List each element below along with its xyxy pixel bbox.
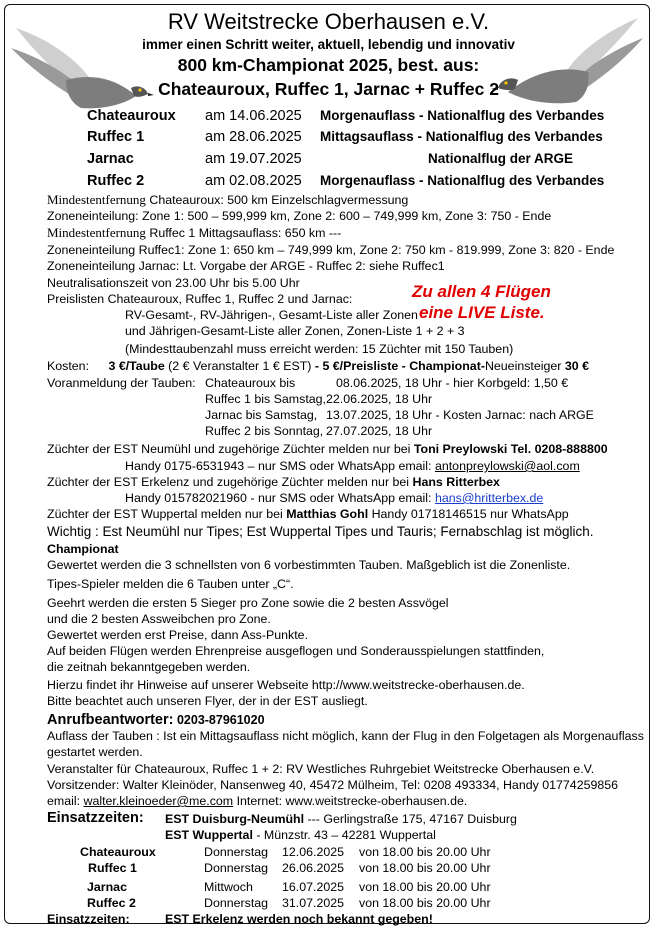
- einsatz-label: Einsatzzeiten:: [47, 810, 144, 826]
- costs-line: [47, 359, 589, 374]
- championat-heading: Championat: [47, 542, 119, 556]
- live-list-note: Zu allen 4 Flügen: [412, 282, 551, 301]
- costs-pricelist: - 5 €/Preisliste - Championat-: [314, 359, 485, 373]
- organizer-line: Veranstalter für Chateauroux, Ruffec 1 + 2: RV Westliches Ruhrgebiet Weitstrecke Oberhausen e.V.: [47, 762, 595, 776]
- registration-flight: Ruffec 1 bis Samstag,: [205, 392, 326, 406]
- schedule-date: 31.07.2025: [282, 896, 345, 910]
- flight-name: Ruffec 2: [87, 173, 145, 189]
- contact-text: Handy 0175-6531943 – nur SMS oder WhatsApp email:: [125, 459, 435, 473]
- min-distance-line: [47, 225, 341, 241]
- zone-line: Zoneneinteilung Jarnac: Lt. Vorgabe der ARGE - Ruffec 2: siehe Ruffec1: [47, 259, 445, 273]
- release-note: gestartet werden.: [47, 745, 143, 759]
- location-address: - Münzstr. 43 – 42281 Wuppertal: [252, 828, 436, 842]
- location-line: [165, 812, 517, 827]
- schedule-time: von 18.00 bis 20.00 Uhr: [359, 880, 491, 894]
- schedule-day: Donnerstag: [204, 896, 269, 910]
- championat-text: Geehrt werden die ersten 5 Sieger pro Zone sowie die 2 besten Assvögel: [47, 596, 449, 610]
- registration-label: Voranmeldung der Tauben:: [47, 376, 196, 390]
- live-list-note: eine LIVE Liste.: [419, 303, 545, 322]
- answering-label: Anrufbeantworter:: [47, 712, 174, 728]
- schedule-date: 26.06.2025: [282, 861, 345, 875]
- location-name: EST Wuppertal: [165, 828, 253, 842]
- championat-text: und die 2 besten Assweibchen pro Zone.: [47, 612, 271, 626]
- answering-number: 0203-87961020: [173, 713, 265, 727]
- contact-person: Hans Ritterbex: [412, 475, 500, 489]
- answering-machine: [47, 711, 265, 729]
- championship-title: 800 km-Championat 2025, best. aus:: [177, 55, 480, 75]
- flight-date: am 19.07.2025: [205, 151, 302, 167]
- costs-newcomer-price: 30 €: [564, 359, 589, 373]
- costs-label: Kosten:: [47, 359, 90, 373]
- page-title: RV Weitstrecke Oberhausen e.V.: [167, 9, 490, 34]
- flight-date: am 02.08.2025: [205, 173, 302, 189]
- einsatz-label: Einsatzzeiten:: [47, 912, 130, 926]
- email-link[interactable]: hans@hritterbex.de: [434, 491, 544, 505]
- contact-line: [125, 491, 543, 506]
- min-count-line: (Mindesttaubenzahl muss erreicht werden: 15 Züchter mit 150 Tauben): [125, 342, 514, 356]
- registration-deadline: 13.07.2025, 18 Uhr - Kosten Jarnac: nach ARGE: [326, 408, 594, 422]
- championat-text: Gewertet werden erst Preise, dann Ass-Punkte.: [47, 628, 309, 642]
- schedule-time: von 18.00 bis 20.00 Uhr: [359, 845, 491, 859]
- price-list-line: und Jährigen-Gesamt-Liste aller Zonen, Zonen-Liste 1 + 2 + 3: [125, 324, 465, 338]
- flight-note: Nationalflug der ARGE: [428, 151, 574, 166]
- important-note: Wichtig : Est Neumühl nur Tipes; Est Wuppertal Tipes und Tauris; Fernabschlag ist möglich.: [47, 524, 594, 539]
- flight-name: Ruffec 1: [87, 129, 145, 145]
- price-list-line: RV-Gesamt-, RV-Jährigen-, Gesamt-Liste aller Zonen: [125, 308, 418, 322]
- costs-split: (2 € Veranstalter 1 € EST): [164, 359, 315, 373]
- registration-flight: Ruffec 2 bis Sonntag,: [205, 424, 324, 438]
- contact-text: Züchter der EST Erkelenz und zugehörige Züchter melden nur bei: [47, 475, 413, 489]
- flight-name: Chateauroux: [87, 108, 176, 124]
- website-note: Hierzu findet ihr Hinweise auf unserer Webseite http://www.weitstrecke-oberhausen.de.: [47, 678, 525, 692]
- registration-flight: Chateauroux bis: [205, 376, 296, 390]
- contact-line: [47, 442, 608, 457]
- contact-line: [47, 475, 500, 490]
- registration-deadline: 08.06.2025, 18 Uhr - hier Korbgeld: 1,50 €: [336, 376, 569, 390]
- min-distance-text: Chateauroux: 500 km Einzelschlagvermessung: [145, 193, 409, 207]
- email-line: [47, 794, 467, 809]
- schedule-date: 12.06.2025: [282, 845, 345, 859]
- neutralization-line: Neutralisationszeit von 23.00 Uhr bis 5.00 Uhr: [47, 276, 300, 290]
- location-address: --- Gerlingstraße 175, 47167 Duisburg: [304, 812, 517, 826]
- zone-line: Zoneneinteilung: Zone 1: 500 – 599,999 km, Zone 2: 600 – 749,999 km, Zone 3: 750 - Ende: [47, 209, 552, 223]
- website-text: Internet: www.weitstrecke-oberhausen.de.: [233, 794, 468, 808]
- min-distance-label: Mindestentfernung: [47, 225, 146, 240]
- championat-text: Gewertet werden die 3 schnellsten von 6 vorbestimmten Tauben. Maßgeblich ist die Zonenliste.: [47, 558, 571, 572]
- schedule-time: von 18.00 bis 20.00 Uhr: [359, 896, 491, 910]
- flight-date: am 14.06.2025: [205, 108, 302, 124]
- schedule-time: von 18.00 bis 20.00 Uhr: [359, 861, 491, 875]
- price-list-line: Preislisten Chateauroux, Ruffec 1, Ruffec 2 und Jarnac:: [47, 292, 353, 306]
- flight-name: Jarnac: [87, 151, 134, 167]
- schedule-day: Donnerstag: [204, 845, 269, 859]
- registration-deadline: 27.07.2025, 18 Uhr: [326, 424, 433, 438]
- tagline: immer einen Schritt weiter, aktuell, lebendig und innovativ: [142, 37, 515, 52]
- erkelenz-note: EST Erkelenz werden noch bekannt gegeben!: [165, 912, 433, 926]
- contact-text: Züchter der EST Wuppertal melden nur bei: [47, 507, 287, 521]
- flight-note: Mittagsauflass - Nationalflug des Verbandes: [320, 129, 603, 144]
- chairman-line: Vorsitzender: Walter Kleinöder, Nansenweg 40, 45472 Mülheim, Tel: 0208 493334, Handy 01774259856: [47, 778, 619, 792]
- contact-phone: Handy 01718146515 nur WhatsApp: [368, 507, 569, 521]
- schedule-flight: Chateauroux: [80, 845, 156, 859]
- contact-line: [125, 459, 580, 474]
- min-distance-text: Ruffec 1 Mittagsauflass: 650 km ---: [145, 226, 342, 240]
- release-note: Auflass der Tauben : Ist ein Mittagsauflass nicht möglich, kann der Flug in den Folgetagen als Morgenauflass: [47, 729, 644, 743]
- registration-deadline: 22.06.2025, 18 Uhr: [326, 392, 433, 406]
- email-label: email:: [47, 794, 84, 808]
- registration-flight: Jarnac bis Samstag,: [205, 408, 318, 422]
- schedule-flight: Jarnac: [87, 880, 127, 894]
- contact-text: Handy 015782021960 - nur SMS oder WhatsApp email:: [125, 491, 435, 505]
- flight-note: Morgenauflass - Nationalflug des Verbandes: [320, 108, 605, 123]
- schedule-day: Donnerstag: [204, 861, 269, 875]
- races-title: Chateauroux, Ruffec 1, Jarnac + Ruffec 2: [158, 79, 499, 99]
- email-link[interactable]: walter.kleinoeder@me.com: [83, 794, 234, 808]
- min-distance-line: [47, 192, 408, 208]
- costs-per-pigeon: 3 €/Taube: [108, 359, 165, 373]
- schedule-flight: Ruffec 1: [88, 861, 137, 875]
- location-name: EST Duisburg-Neumühl: [165, 812, 305, 826]
- flight-date: am 28.06.2025: [205, 129, 302, 145]
- min-distance-label: Mindestentfernung: [47, 192, 146, 207]
- costs-newcomer: Neueinsteiger: [484, 359, 565, 373]
- location-line: [165, 828, 436, 843]
- schedule-day: Mittwoch: [204, 880, 253, 894]
- championat-text: die zeitnah bekanntgegeben werden.: [47, 660, 251, 674]
- contact-text: Züchter der EST Neumühl und zugehörige Züchter melden nur bei: [47, 442, 414, 456]
- zone-line: Zoneneinteilung Ruffec1: Zone 1: 650 km – 749,999 km, Zone 2: 750 km - 819.999, Zone 3: 820 - Ende: [47, 243, 615, 257]
- championat-text: Auf beiden Flügen werden Ehrenpreise ausgeflogen und Sonderausspielungen stattfinden,: [47, 644, 545, 658]
- schedule-date: 16.07.2025: [282, 880, 345, 894]
- flyer-note: Bitte beachtet auch unseren Flyer, der in der EST ausliegt.: [47, 694, 368, 708]
- flight-note: Morgenauflass - Nationalflug des Verbandes: [320, 173, 605, 188]
- contact-person: Toni Preylowski Tel. 0208-888800: [413, 442, 608, 456]
- contact-person: Matthias Gohl: [286, 507, 369, 521]
- contact-line: [47, 507, 569, 522]
- email-link[interactable]: antonpreylowski@aol.com: [434, 459, 580, 473]
- championat-text: Tipes-Spieler melden die 6 Tauben unter „C“.: [47, 577, 294, 591]
- schedule-flight: Ruffec 2: [87, 896, 136, 910]
